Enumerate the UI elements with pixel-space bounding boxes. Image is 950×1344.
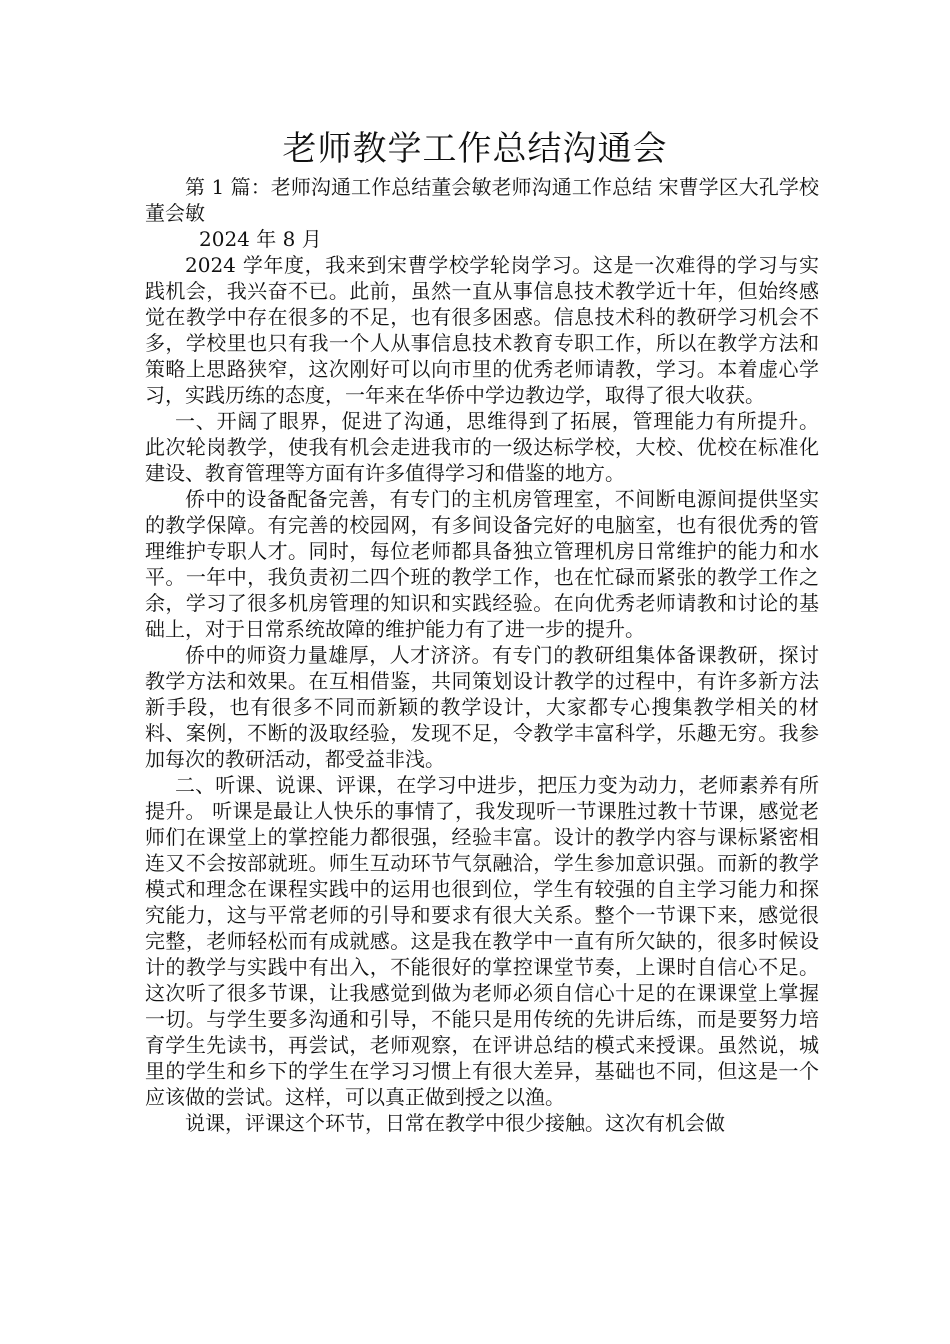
paragraph-3: 侨中的设备配备完善，有专门的主机房管理室，不间断电源间提供坚实的教学保障。有完善的校园网，有多间设备完好的电脑室，也有很优秀的管理维护专职人才。同时，每位老师都具备独立管理机房日常维护的能力和水平。一年中，我负责初二四个班的教学工作，也在忙碌而紧张的教学工作之余，学习了很多机房管理的知识和实践经验。在向优秀老师请教和讨论的基础上，对于日常系统故障的维护能力有了进一步的提升。	[145, 487, 819, 641]
document-title: 老师教学工作总结沟通会	[282, 129, 668, 169]
paragraph-6: 说课，评课这个环节，日常在教学中很少接触。这次有机会做	[185, 1111, 725, 1135]
paragraph-5: 二、听课、说课、评课，在学习中进步，把压力变为动力，老师素养有所提升。 听课是最让人快乐的事情了，我发现听一节课胜过教十节课，感觉老师们在课堂上的掌控能力都很强，经验丰富。设计的教学内容与课标紧密相连又不会按部就班。师生互动环节气氛融洽，学生参加意识强。而新的教学模式和理念在课程实践中的运用也很到位，学生有较强的自主学习能力和探究能力，这与平常老师的引导和要求有很大关系。整个一节课下来，感觉很完整，老师轻松而有成就感。这是我在教学中一直有所欠缺的，很多时候设计的教学与实践中有出入，不能很好的掌控课堂节奏，上课时自信心不足。这次听了很多节课，让我感觉到做为老师必须自信心十足的在课课堂上掌握一切。与学生要多沟通和引导，不能只是用传统的先讲后练，而是要努力培育学生先读书，再尝试，老师观察，在评讲总结的模式来授课。虽然说，城里的学生和乡下的学生在学习习惯上有很大差异，基础也不同，但这是一个应该做的尝试。这样，可以真正做到授之以渔。	[145, 773, 819, 1109]
paragraph-4: 侨中的师资力量雄厚，人才济济。有专门的教研组集体备课教研，探讨教学方法和效果。在互相借鉴，共同策划设计教学的过程中，有许多新方法新手段，也有很多不同而新颖的教学设计，大家都专心搜集教学相关的材料、案例，不断的汲取经验，发现不足，令教学丰富科学，乐趣无穷。我参加每次的教研活动，都受益非浅。	[145, 643, 819, 771]
document-body	[145, 174, 819, 1136]
document-subtitle: 第 1 篇：老师沟通工作总结董会敏老师沟通工作总结 宋曹学区大孔学校董会敏	[145, 175, 819, 225]
document-date: 2024 年 8 月	[199, 227, 322, 251]
paragraph-2: 一、开阔了眼界，促进了沟通，思维得到了拓展，管理能力有所提升。 此次轮岗教学，使我有机会走进我市的一级达标学校，大校、优校在标准化建设、教育管理等方面有许多值得学习和借鉴的地方。	[145, 409, 819, 485]
paragraph-1: 2024 学年度，我来到宋曹学校学轮岗学习。这是一次难得的学习与实践机会，我兴奋不已。此前，虽然一直从事信息技术教学近十年，但始终感觉在教学中存在很多的不足，也有很多困惑。信息技术科的教研学习机会不多，学校里也只有我一个人从事信息技术教育专职工作，所以在教学方法和策略上思路狭窄，这次刚好可以向市里的优秀老师请教，学习。本着虚心学习，实践历练的态度，一年来在华侨中学边教边学，取得了很大收获。	[145, 253, 819, 407]
